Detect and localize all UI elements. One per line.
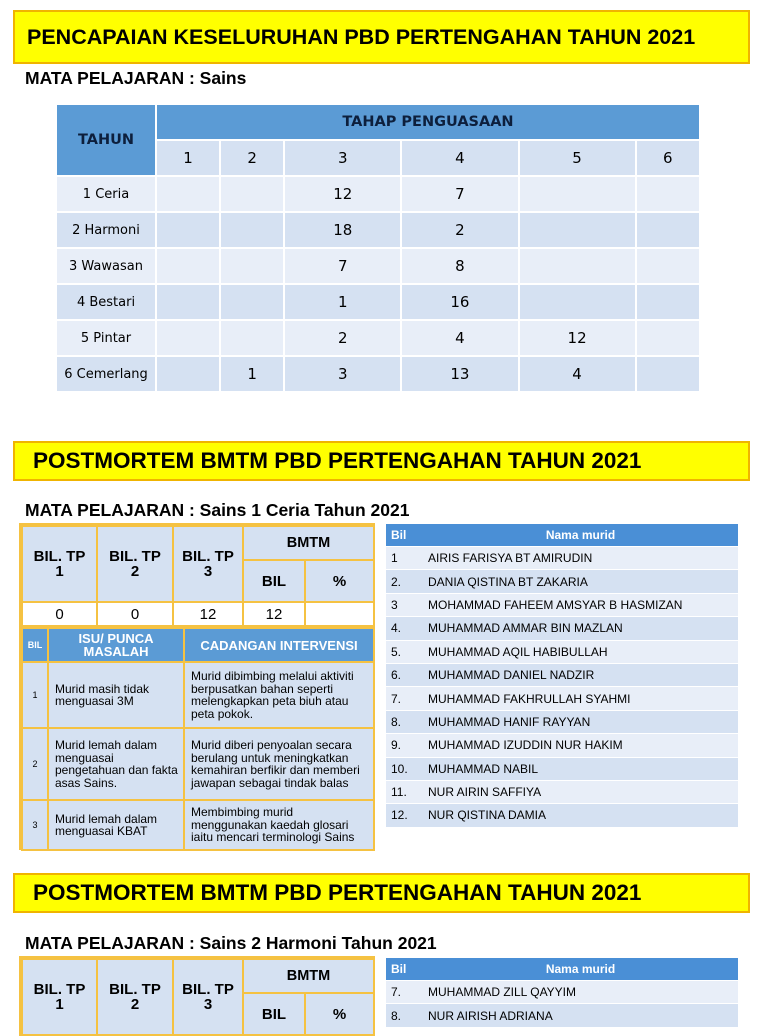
col-header-tahap: TAHAP PENGUASAAN	[156, 104, 700, 140]
student-name: MUHAMMAD FAKHRULLAH SYAHMI	[423, 687, 738, 710]
student-number: 5.	[386, 640, 423, 663]
student-name: MUHAMMAD DANIEL NADZIR	[423, 663, 738, 686]
level-count-cell	[519, 284, 636, 320]
table-row	[56, 248, 700, 284]
student-list-2-harmoni	[386, 958, 738, 1028]
student-name: MUHAMMAD NABIL	[423, 757, 738, 780]
list-item	[386, 804, 738, 827]
level-count-cell: 7	[284, 248, 401, 284]
level-count-cell: 16	[401, 284, 518, 320]
level-count-cell	[636, 248, 700, 284]
student-name: MUHAMMAD HANIF RAYYAN	[423, 710, 738, 733]
student-name: MUHAMMAD AMMAR BIN MAZLAN	[423, 617, 738, 640]
level-count-cell	[156, 356, 220, 392]
level-count-cell: 12	[519, 320, 636, 356]
class-label: 6 Cemerlang	[56, 356, 156, 392]
class-label: 4 Bestari	[56, 284, 156, 320]
table-row	[56, 320, 700, 356]
class-label: 1 Ceria	[56, 176, 156, 212]
section-banner-overall: PENCAPAIAN KESELURUHAN PBD PERTENGAHAN TAHUN 2021	[13, 10, 750, 64]
student-list-name-header: Nama murid	[423, 958, 738, 981]
student-number: 9.	[386, 734, 423, 757]
tp3-value: 12	[173, 602, 243, 626]
list-item	[386, 593, 738, 616]
bmtm-bil-header: BIL	[243, 993, 305, 1035]
bmtm-summary-table	[21, 958, 375, 1036]
level-count-cell	[156, 284, 220, 320]
issues-table	[21, 627, 375, 851]
level-count-cell: 13	[401, 356, 518, 392]
student-name: NUR AIRISH ADRIANA	[423, 1004, 738, 1027]
subject-subtitle: MATA PELAJARAN : Sains	[25, 68, 247, 88]
student-number: 11.	[386, 780, 423, 803]
level-header: 1	[156, 140, 220, 176]
student-number: 10.	[386, 757, 423, 780]
level-count-cell: 18	[284, 212, 401, 248]
level-count-cell	[156, 176, 220, 212]
subject-subtitle-2-harmoni: MATA PELAJARAN : Sains 2 Harmoni Tahun 2021	[25, 933, 437, 953]
intervention-text: Murid dibimbing melalui aktiviti berpusatkan bahan seperti melengkapkan peta biuh atau peta pokok.	[184, 662, 374, 728]
level-count-cell	[220, 212, 284, 248]
list-item	[386, 663, 738, 686]
list-item	[386, 757, 738, 780]
student-number: 2.	[386, 570, 423, 593]
student-number: 7.	[386, 981, 423, 1004]
level-count-cell	[636, 320, 700, 356]
list-item	[386, 780, 738, 803]
student-list-name-header: Nama murid	[423, 524, 738, 547]
tp3-header: BIL. TP 3	[173, 959, 243, 1035]
issues-cadangan-header: CADANGAN INTERVENSI	[184, 628, 374, 662]
student-list-1-ceria	[386, 524, 738, 828]
level-count-cell	[636, 212, 700, 248]
level-header: 6	[636, 140, 700, 176]
bmtm-panel-2-harmoni	[19, 956, 375, 1036]
tp1-header: BIL. TP 1	[22, 959, 97, 1035]
bmtm-bil-header: BIL	[243, 560, 305, 602]
issue-row	[22, 800, 374, 850]
tp2-header: BIL. TP 2	[97, 526, 173, 602]
student-name: NUR QISTINA DAMIA	[423, 804, 738, 827]
level-count-cell	[519, 248, 636, 284]
bmtm-summary-table	[21, 525, 375, 627]
intervention-text: Membimbing murid menggunakan kaedah glosari iaitu mencari terminologi Sains	[184, 800, 374, 850]
level-header: 3	[284, 140, 401, 176]
level-count-cell	[220, 320, 284, 356]
level-count-cell	[220, 176, 284, 212]
level-count-cell	[156, 248, 220, 284]
student-number: 1	[386, 547, 423, 570]
section-banner-postmortem-1: POSTMORTEM BMTM PBD PERTENGAHAN TAHUN 2021	[13, 441, 750, 481]
level-header: 5	[519, 140, 636, 176]
issue-row	[22, 662, 374, 728]
class-label: 3 Wawasan	[56, 248, 156, 284]
student-number: 7.	[386, 687, 423, 710]
bmtm-header: BMTM	[243, 959, 374, 993]
level-count-cell: 7	[401, 176, 518, 212]
tp3-header: BIL. TP 3	[173, 526, 243, 602]
student-number: 8.	[386, 1004, 423, 1027]
student-list-bil-header: Bil	[386, 524, 423, 547]
tp1-header: BIL. TP 1	[22, 526, 97, 602]
table-row	[56, 284, 700, 320]
student-list-bil-header: Bil	[386, 958, 423, 981]
issue-number: 3	[22, 800, 48, 850]
section-banner-postmortem-2: POSTMORTEM BMTM PBD PERTENGAHAN TAHUN 2021	[13, 873, 750, 913]
list-item	[386, 617, 738, 640]
list-item	[386, 687, 738, 710]
issue-text: Murid lemah dalam menguasai KBAT	[48, 800, 184, 850]
student-number: 8.	[386, 710, 423, 733]
table-row	[56, 356, 700, 392]
bmtm-pct-header: %	[305, 993, 374, 1035]
class-label: 5 Pintar	[56, 320, 156, 356]
tp1-value: 0	[22, 602, 97, 626]
level-count-cell: 8	[401, 248, 518, 284]
issue-text: Murid masih tidak menguasai 3M	[48, 662, 184, 728]
student-name: AIRIS FARISYA BT AMIRUDIN	[423, 547, 738, 570]
level-count-cell	[636, 356, 700, 392]
level-header: 4	[401, 140, 518, 176]
class-label: 2 Harmoni	[56, 212, 156, 248]
level-count-cell	[519, 176, 636, 212]
level-count-cell	[220, 284, 284, 320]
table-row	[56, 176, 700, 212]
level-count-cell	[156, 212, 220, 248]
bmtm-panel-1-ceria	[19, 523, 375, 850]
issues-bil-header: BIL	[22, 628, 48, 662]
issue-number: 2	[22, 728, 48, 800]
issue-text: Murid lemah dalam menguasai pengetahuan dan fakta asas Sains.	[48, 728, 184, 800]
level-count-cell: 1	[220, 356, 284, 392]
student-name: NUR AIRIN SAFFIYA	[423, 780, 738, 803]
subject-subtitle-1-ceria: MATA PELAJARAN : Sains 1 Ceria Tahun 2021	[25, 500, 410, 520]
list-item	[386, 640, 738, 663]
level-count-cell	[220, 248, 284, 284]
level-header: 2	[220, 140, 284, 176]
student-number: 12.	[386, 804, 423, 827]
bmtm-bil-value: 12	[243, 602, 305, 626]
table-row	[56, 212, 700, 248]
level-count-cell	[156, 320, 220, 356]
level-count-cell: 12	[284, 176, 401, 212]
bmtm-pct-header: %	[305, 560, 374, 602]
student-name: MOHAMMAD FAHEEM AMSYAR B HASMIZAN	[423, 593, 738, 616]
list-item	[386, 734, 738, 757]
list-item	[386, 547, 738, 570]
intervention-text: Murid diberi penyoalan secara berulang untuk meningkatkan kemahiran berfikir dan memberi jawapan sebagai tindak balas	[184, 728, 374, 800]
tp2-header: BIL. TP 2	[97, 959, 173, 1035]
student-number: 4.	[386, 617, 423, 640]
bmtm-header: BMTM	[243, 526, 374, 560]
level-count-cell	[636, 284, 700, 320]
student-name: MUHAMMAD ZILL QAYYIM	[423, 981, 738, 1004]
level-count-cell: 4	[519, 356, 636, 392]
issue-row	[22, 728, 374, 800]
student-number: 6.	[386, 663, 423, 686]
tp2-value: 0	[97, 602, 173, 626]
col-header-tahun: TAHUN	[56, 104, 156, 176]
list-item	[386, 570, 738, 593]
bmtm-pct-value	[305, 602, 374, 626]
student-name: MUHAMMAD AQIL HABIBULLAH	[423, 640, 738, 663]
student-number: 3	[386, 593, 423, 616]
level-count-cell: 2	[284, 320, 401, 356]
issues-isu-header: ISU/ PUNCA MASALAH	[48, 628, 184, 662]
level-count-cell: 3	[284, 356, 401, 392]
student-name: DANIA QISTINA BT ZAKARIA	[423, 570, 738, 593]
list-item	[386, 981, 738, 1004]
level-count-cell: 2	[401, 212, 518, 248]
achievement-table	[55, 103, 701, 393]
level-count-cell	[519, 212, 636, 248]
level-count-cell: 4	[401, 320, 518, 356]
level-count-cell	[636, 176, 700, 212]
student-name: MUHAMMAD IZUDDIN NUR HAKIM	[423, 734, 738, 757]
list-item	[386, 710, 738, 733]
issue-number: 1	[22, 662, 48, 728]
level-count-cell: 1	[284, 284, 401, 320]
